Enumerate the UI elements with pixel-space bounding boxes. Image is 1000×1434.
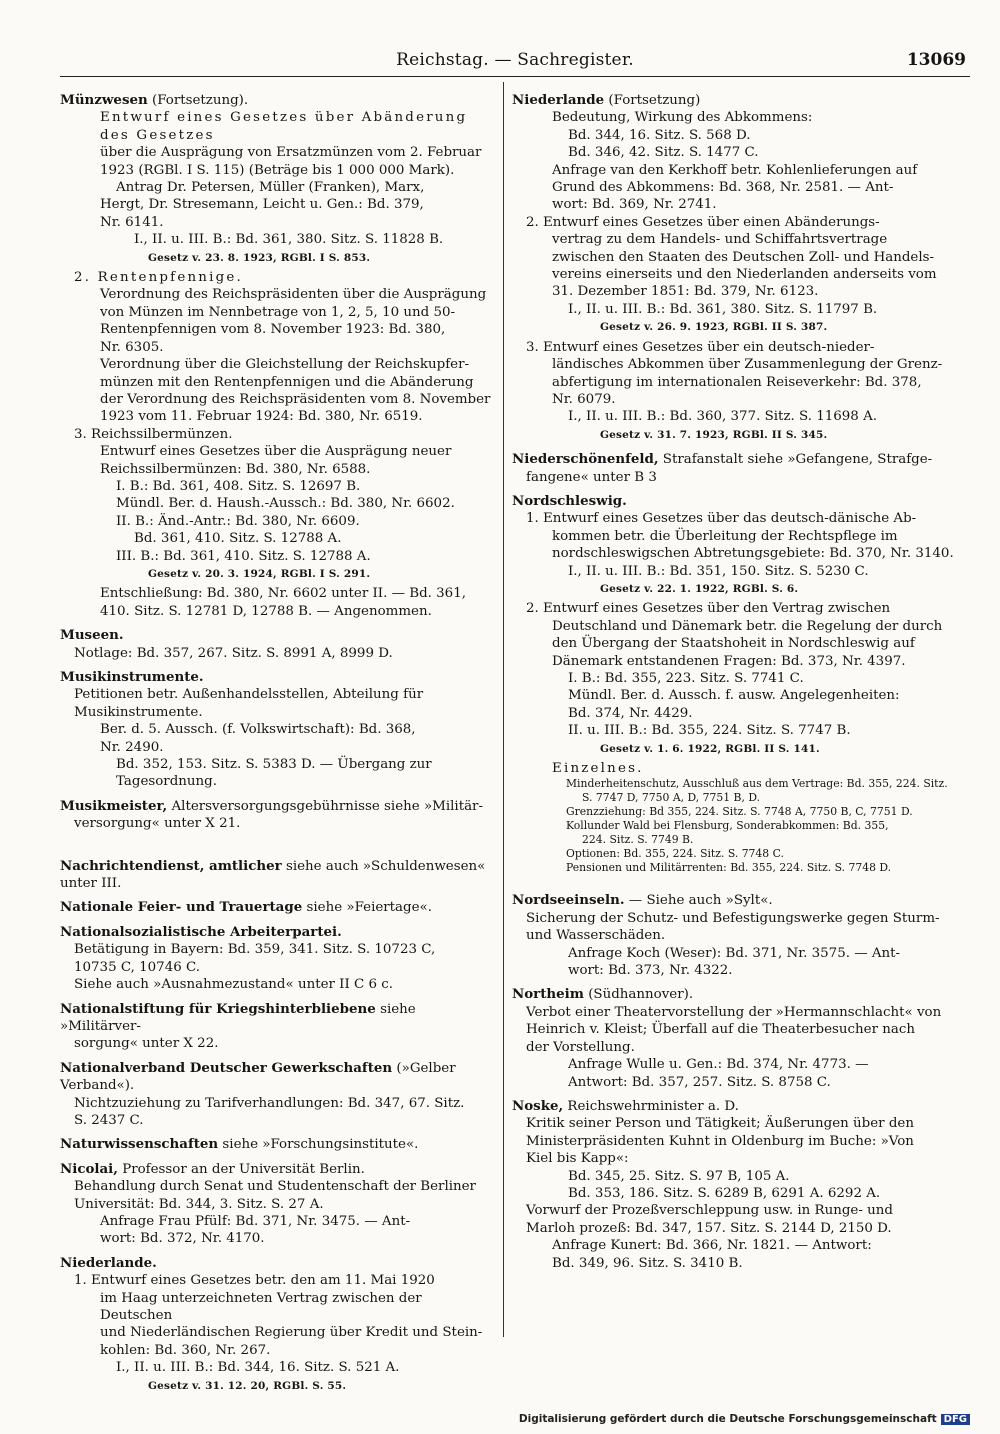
text-line: I., II. u. III. B.: Bd. 351, 150. Sitz. S. 5230 C. (568, 563, 869, 579)
text-line: kohlen: Bd. 360, Nr. 267. (100, 1342, 271, 1358)
entry-heading: Nationalverband Deutscher Gewerkschaften (60, 1059, 393, 1076)
section-title: 2. Entwurf eines Gesetzes über den Vertrag zwischen (526, 601, 891, 617)
text-line: Musikinstrumente. (74, 704, 203, 720)
text-line: Kiel bis Kapp«: (526, 1151, 629, 1167)
text-line: Grund des Abkommens: Bd. 368, Nr. 2581. — Ant- (552, 180, 894, 196)
left-column (60, 92, 492, 1402)
section-title: 2. Rentenpfennige. (74, 270, 243, 286)
text-line: 410. Sitz. S. 12781 D, 12788 B. — Angenommen. (100, 603, 432, 619)
text-line: Bd. 346, 42. Sitz. S. 1477 C. (568, 145, 759, 161)
text-line: wort: Bd. 373, Nr. 4322. (568, 963, 733, 979)
section-title: 1. Entwurf eines Gesetzes betr. den am 11. Mai 1920 (74, 1273, 435, 1289)
text-line: Reichssilbermünzen: Bd. 380, Nr. 6588. (100, 461, 371, 477)
entry-heading: Niederschönenfeld, (512, 451, 659, 468)
text-line: 1923 vom 11. Februar 1924: Bd. 380, Nr. 6519. (100, 409, 423, 425)
text-line: der Vorstellung. (526, 1039, 635, 1055)
text-line: 10735 C, 10746 C. (74, 959, 201, 975)
text-line: Altersversorgungsgebührnisse siehe »Militär- (167, 798, 483, 814)
text-line: Bedeutung, Wirkung des Abkommens: (552, 110, 813, 126)
entry-niederlande-fortsetzung (512, 92, 970, 444)
text-line: Antrag Dr. Petersen, Müller (Franken), Marx, (116, 180, 425, 196)
text-line: Nr. 6305. (100, 339, 164, 355)
text-line: ländisches Abkommen über Zusammenlegung der Grenz- (552, 357, 943, 373)
gesetz-reference: Gesetz v. 22. 1. 1922, RGBl. S. 6. (600, 582, 799, 595)
detail-line: Grenzziehung: Bd 355, 224. Sitz. S. 7748 A, 7750 B, C, 7751 D. (566, 805, 913, 819)
entry-heading: Nationale Feier- und Trauertage (60, 899, 303, 916)
text-line: Rentenpfennigen vom 8. November 1923: Bd. 380, (100, 322, 446, 338)
text-line: (»Gelber Verband«). (60, 1060, 456, 1094)
text-line: Kritik seiner Person und Tätigkeit; Äußerungen über den (526, 1116, 914, 1132)
text-line: Dänemark entstandenen Fragen: Bd. 373, Nr. 4397. (552, 653, 906, 669)
text-line: Reichswehrminister a. D. (563, 1098, 739, 1114)
section-title: 1. Entwurf eines Gesetzes über das deutsch-dänische Ab- (526, 511, 917, 527)
text-line: Bd. 361, 410. Sitz. S. 12788 A. (134, 531, 342, 547)
entry-heading: Musikmeister, (60, 797, 168, 814)
text-line: Antwort: Bd. 357, 257. Sitz. S. 8758 C. (568, 1074, 831, 1090)
text-line: 1923 (RGBl. I S. 115) (Beträge bis 1 000 000 Mark). (100, 162, 455, 178)
text-line: und Niederländischen Regierung über Kredit und Stein- (100, 1325, 483, 1341)
text-line: abfertigung im internationalen Reiseverkehr: Bd. 378, (552, 374, 922, 390)
section-title: 3. Reichssilbermünzen. (74, 426, 233, 442)
text-line: Siehe auch »Ausnahmezustand« unter II C 6 c. (74, 977, 394, 993)
text-line: 31. Dezember 1851: Bd. 379, Nr. 6123. (552, 284, 819, 300)
page-number: 13069 (906, 50, 966, 70)
text-line: Marloh prozeß: Bd. 347, 157. Sitz. S. 2144 D, 2150 D. (526, 1220, 892, 1236)
text-line: Anfrage van den Kerkhoff betr. Kohlenlieferungen auf (552, 162, 918, 178)
text-line: Verordnung des Reichspräsidenten über die Ausprägung (100, 287, 487, 303)
gesetz-reference: Gesetz v. 31. 12. 20, RGBl. S. 55. (148, 1379, 347, 1392)
entry-nordschleswig (512, 493, 970, 876)
text-line: Tagesordnung. (116, 774, 217, 790)
text-line: im Haag unterzeichneten Vertrag zwischen der Deutschen (100, 1290, 422, 1323)
entry-heading: Niederlande (512, 92, 605, 108)
text-line: Behandlung durch Senat und Studentenschaft der Berliner (74, 1179, 476, 1195)
text-line: Nr. 2490. (100, 739, 164, 755)
column-divider (503, 82, 504, 1337)
entry-nationalverband (60, 1060, 492, 1130)
entry-heading: Nachrichtendienst, amtlicher (60, 857, 282, 874)
text-line: sorgung« unter X 22. (74, 1036, 219, 1052)
text-line: wort: Bd. 372, Nr. 4170. (100, 1231, 265, 1247)
entry-muenzwesen (60, 92, 492, 620)
text-line: zwischen den Staaten des Deutschen Zoll- und Handels- (552, 249, 935, 265)
dfg-logo: DFG (941, 1414, 970, 1425)
text-line: Ministerpräsidenten Kuhnt in Oldenburg im Buche: »Von (526, 1133, 914, 1149)
text-line: Professor an der Universität Berlin. (117, 1161, 365, 1177)
gesetz-reference: Gesetz v. 26. 9. 1923, RGBl. II S. 387. (600, 321, 828, 334)
text-line: (Südhannover). (583, 987, 694, 1003)
text-line: Verordnung über die Gleichstellung der Reichskupfer- (100, 357, 470, 373)
text-line: Bd. 349, 96. Sitz. S. 3410 B. (552, 1255, 743, 1271)
text-line: kommen betr. die Überleitung der Rechtspflege im (552, 528, 898, 544)
text-line: Anfrage Frau Pfülf: Bd. 371, Nr. 3475. — Ant- (100, 1213, 411, 1229)
text-line: vertrag zu dem Handels- und Schiffahrtsvertrage (552, 232, 888, 248)
entry-feiertage (60, 899, 492, 916)
text-line: I. B.: Bd. 355, 223. Sitz. S. 7741 C. (568, 671, 804, 686)
text-line: Petitionen betr. Außenhandelsstellen, Abteilung für (74, 687, 424, 703)
entry-northeim (512, 986, 970, 1090)
entry-heading: Nordseeinseln. (512, 892, 625, 909)
text-line: I., II. u. III. B.: Bd. 361, 380. Sitz. S. 11828 B. (134, 232, 444, 248)
running-title: Reichstag. — Sachregister. (396, 50, 634, 70)
entry-nachrichtendienst (60, 858, 492, 893)
text-line: Nr. 6141. (100, 214, 164, 230)
text-line: II. B.: Änd.-Antr.: Bd. 380, Nr. 6609. (116, 513, 360, 529)
footer-credit (519, 1413, 970, 1425)
text-line: Mündl. Ber. d. Haush.-Aussch.: Bd. 380, Nr. 6602. (116, 496, 455, 512)
text-line: Heinrich v. Kleist; Überfall auf die Theaterbesucher nach (526, 1022, 915, 1038)
subsection-title: Einzelnes. (552, 761, 644, 777)
text-line: Bd. 344, 16. Sitz. S. 568 D. (568, 127, 751, 143)
entry-musikmeister (60, 798, 492, 833)
text-line: nordschleswigschen Abtretungsgebiete: Bd. 370, Nr. 3140. (552, 546, 954, 562)
entry-heading: Northeim (512, 986, 584, 1003)
text-line: wort: Bd. 369, Nr. 2741. (552, 197, 717, 213)
gesetz-reference: Gesetz v. 1. 6. 1922, RGBl. II S. 141. (600, 742, 820, 755)
text-line: Bd. 345, 25. Sitz. S. 97 B, 105 A. (568, 1168, 790, 1184)
entry-heading: Niederlande. (60, 1254, 157, 1271)
footer-text: Digitalisierung gefördert durch die Deutsche Forschungsgemeinschaft (518, 1413, 937, 1425)
entry-heading: Münzwesen (60, 92, 148, 108)
text-line: Entschließung: Bd. 380, Nr. 6602 unter II. — Bd. 361, (100, 586, 466, 602)
text-line: siehe »Militärver- (60, 1001, 416, 1034)
text-line: über die Ausprägung von Ersatzmünzen vom 2. Februar (100, 145, 482, 161)
entry-heading: Nicolai, (60, 1160, 118, 1177)
entry-heading-suffix: (Fortsetzung) (604, 93, 701, 108)
text-line: Entwurf eines Gesetzes über Abänderung des Gesetzes (100, 110, 468, 143)
detail-line: Optionen: Bd. 355, 224. Sitz. S. 7748 C. (566, 847, 784, 861)
entry-heading: Nordschleswig. (512, 492, 627, 509)
text-line: Mündl. Ber. d. Aussch. f. ausw. Angelegenheiten: (568, 688, 900, 704)
text-line: Entwurf eines Gesetzes über die Ausprägung neuer (100, 444, 452, 460)
text-line: Anfrage Wulle u. Gen.: Bd. 374, Nr. 4773. — (568, 1057, 869, 1073)
text-line: I. B.: Bd. 361, 408. Sitz. S. 12697 B. (116, 478, 361, 494)
gesetz-reference: Gesetz v. 31. 7. 1923, RGBl. II S. 345. (600, 428, 828, 441)
entry-nordseeinseln (512, 892, 970, 979)
entry-nationalstiftung (60, 1001, 492, 1053)
text-line: Nr. 6079. (552, 391, 616, 407)
text-line: Bd. 374, Nr. 4429. (568, 705, 693, 721)
text-line: Deutschland und Dänemark betr. die Regelung der durch (552, 618, 943, 634)
text-line: Ber. d. 5. Aussch. (f. Volkswirtschaft): Bd. 368, (100, 722, 416, 738)
section-title: 2. Entwurf eines Gesetzes über einen Abänderungs- (526, 214, 880, 230)
text-line: vereins einerseits und den Niederlanden anderseits vom (552, 267, 937, 283)
text-line: Nichtzuziehung zu Tarifverhandlungen: Bd. 347, 67. Sitz. (74, 1095, 465, 1111)
entry-heading: Nationalsozialistische Arbeiterpartei. (60, 923, 342, 940)
entry-heading-suffix: (Fortsetzung). (147, 93, 249, 108)
text-line: Anfrage Koch (Weser): Bd. 371, Nr. 3575. — Ant- (568, 945, 901, 961)
text-line: — Siehe auch »Sylt«. (624, 893, 773, 909)
text-line: Universität: Bd. 344, 3. Sitz. S. 27 A. (74, 1196, 324, 1212)
entry-heading: Musikinstrumente. (60, 669, 204, 685)
entry-noske (512, 1098, 970, 1272)
entry-musikinstrumente (60, 669, 492, 791)
text-line: S. 2437 C. (74, 1112, 144, 1128)
text-line: münzen mit den Rentenpfennigen und die Abänderung (100, 374, 474, 390)
text-line: den Übergang der Staatshoheit in Nordschleswig auf (552, 636, 915, 652)
text-line: Bd. 353, 186. Sitz. S. 6289 B, 6291 A. 6292 A. (568, 1185, 881, 1201)
text-line: Sicherung der Schutz- und Befestigungswerke gegen Sturm- (526, 910, 940, 926)
text-line: Verbot einer Theatervorstellung der »Hermannschlacht« von (526, 1004, 942, 1020)
gesetz-reference: Gesetz v. 20. 3. 1924, RGBl. I S. 291. (148, 567, 371, 580)
page-header (60, 44, 970, 77)
entry-nicolai (60, 1161, 492, 1248)
text-line: Strafanstalt siehe »Gefangene, Strafge- (658, 452, 933, 468)
text-line: versorgung« unter X 21. (74, 816, 241, 832)
text-line: und Wasserschäden. (526, 928, 666, 944)
text-line: von Münzen im Nennbetrage von 1, 2, 5, 10 und 50- (100, 304, 456, 320)
entry-heading: Nationalstiftung für Kriegshinterbliebene (60, 1000, 376, 1017)
entry-niederschoenenfeld (512, 451, 970, 486)
text-line: siehe auch »Schuldenwesen« unter III. (60, 858, 486, 892)
detail-line: Pensionen und Militärrenten: Bd. 355, 224. Sitz. S. 7748 D. (566, 861, 892, 875)
text-line: II. u. III. B.: Bd. 355, 224. Sitz. S. 7747 B. (568, 723, 851, 739)
text-line: Betätigung in Bayern: Bd. 359, 341. Sitz. S. 10723 C, (74, 942, 436, 958)
text-line: I., II. u. III. B.: Bd. 361, 380. Sitz. S. 11797 B. (568, 301, 878, 317)
text-line: Vorwurf der Prozeßverschleppung usw. in Runge- und (526, 1203, 893, 1219)
entry-heading: Museen. (60, 627, 124, 644)
section-title: 3. Entwurf eines Gesetzes über ein deutsch-nieder- (526, 339, 875, 355)
detail-line: 224. Sitz. S. 7749 B. (582, 833, 694, 847)
text-line: I., II. u. III. B.: Bd. 360, 377. Sitz. S. 11698 A. (568, 409, 877, 425)
text-line: siehe »Feiertage«. (302, 900, 432, 916)
text-line: Bd. 352, 153. Sitz. S. 5383 D. — Übergang zur (116, 757, 432, 773)
right-column (512, 92, 970, 1279)
entry-niederlande (60, 1255, 492, 1395)
gesetz-reference: Gesetz v. 23. 8. 1923, RGBl. I S. 853. (148, 251, 371, 264)
entry-naturwissenschaften (60, 1136, 492, 1153)
text-line: I., II. u. III. B.: Bd. 344, 16. Sitz. S. 521 A. (116, 1360, 400, 1376)
detail-line: Minderheitenschutz, Ausschluß aus dem Vertrage: Bd. 355, 224. Sitz. (566, 777, 948, 791)
text-line: der Verordnung des Reichspräsidenten vom 8. November (100, 391, 491, 407)
detail-line: Kollunder Wald bei Flensburg, Sonderabkommen: Bd. 355, (566, 819, 889, 833)
entry-museen (60, 627, 492, 662)
text-line: Notlage: Bd. 357, 267. Sitz. S. 8991 A, 8999 D. (74, 645, 393, 661)
text-line: fangene« unter B 3 (526, 469, 657, 485)
text-line: siehe »Forschungsinstitute«. (218, 1137, 419, 1153)
text-line: Anfrage Kunert: Bd. 366, Nr. 1821. — Antwort: (552, 1238, 872, 1254)
detail-line: S. 7747 D, 7750 A, D, 7751 B, D. (582, 791, 761, 805)
entry-heading: Noske, (512, 1097, 564, 1114)
entry-heading: Naturwissenschaften (60, 1136, 219, 1153)
text-line: III. B.: Bd. 361, 410. Sitz. S. 12788 A. (116, 548, 371, 564)
entry-nsdap (60, 924, 492, 994)
text-line: Hergt, Dr. Stresemann, Leicht u. Gen.: Bd. 379, (100, 197, 424, 213)
